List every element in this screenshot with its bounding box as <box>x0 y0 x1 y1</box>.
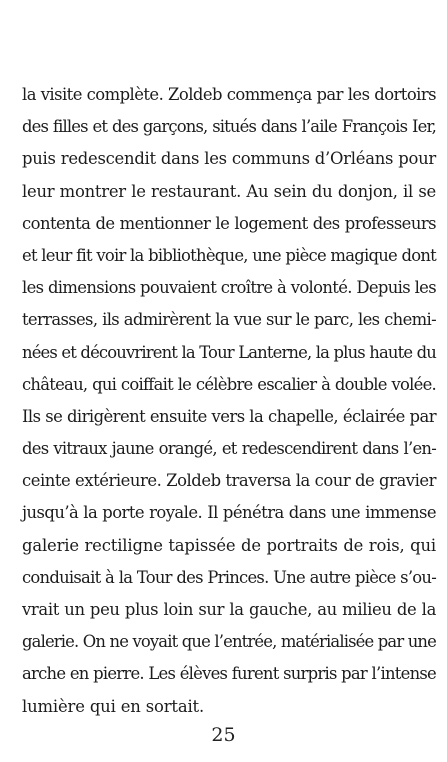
text-line-13: ceinte extérieure. Zoldeb traversa la cour de gravier <box>22 471 437 491</box>
text-line-5: contenta de mentionner le logement des professeurs <box>22 213 436 233</box>
text-line-7: les dimensions pouvaient croître à volonté. Depuis les <box>22 278 436 298</box>
text-line-4: leur montrer le restaurant. Au sein du donjon, il se <box>22 181 436 201</box>
text-line-6: et leur fit voir la bibliothèque, une pièce magique dont <box>22 245 436 265</box>
text-line-8: terrasses, ils admirèrent la vue sur le parc, les chemi- <box>22 310 436 330</box>
text-line-3: puis redescendit dans les communs d’Orléans pour <box>22 149 436 169</box>
text-line-15: galerie rectiligne tapissée de portraits de rois, qui <box>22 535 436 555</box>
body-text <box>22 79 436 723</box>
text-line-2: des filles et des garçons, situés dans l’aile François Ier, <box>22 117 436 137</box>
text-line-18: galerie. On ne voyait que l’entrée, matérialisée par une <box>22 632 436 652</box>
text-line-1: la visite complète. Zoldeb commença par les dortoirs <box>22 85 436 104</box>
text-line-11: Ils se dirigèrent ensuite vers la chapelle, éclairée par <box>22 406 436 426</box>
text-line-10: château, qui coiffait le célèbre escalier à double volée. <box>22 374 436 394</box>
text-line-20: lumière qui en sortait. <box>22 696 205 716</box>
text-line-16: conduisait à la Tour des Princes. Une autre pièce s’ou- <box>22 567 436 587</box>
text-line-17: vrait un peu plus loin sur la gauche, au milieu de la <box>22 600 436 619</box>
text-line-14: jusqu’à la porte royale. Il pénétra dans une immense <box>22 503 436 523</box>
text-line-19: arche en pierre. Les élèves furent surpris par l’intense <box>22 664 436 684</box>
page-number: 25 <box>211 724 236 746</box>
text-line-9: nées et découvrirent la Tour Lanterne, la plus haute du <box>22 342 436 362</box>
text-line-12: des vitraux jaune orangé, et redescendirent dans l’en- <box>22 439 436 459</box>
